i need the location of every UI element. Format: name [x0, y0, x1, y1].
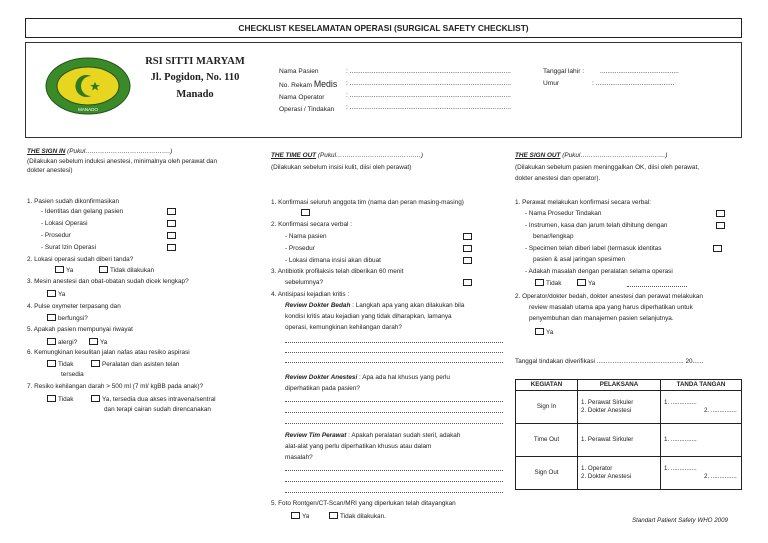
patient-field-labels: [279, 66, 337, 116]
sign-out-title: THE SIGN OUT: [515, 152, 561, 159]
sign-in-column: THE SIGN IN (Pukul………………………………….) (Dilakukan sebelum induksi anestesi, minimalnya oleh perawat dan dokter anestesi) 1. Pasien sudah dikonfirmasikan - Identitas dan gelang pasien - Lokasi Operasi - Prosedur - Surat Izin Operasi 2. Lokasi operasi sudah diberi tanda? Ya Tidak dilakukan 3. Mesin anestesi dan obat-obatan sudah dicek lengkap? Ya 4. Pulse oxymeter terpasang dan berfungsi? 5. Apakah pasien mempunyai riwayat alergi? Ya 6. Kemungkinan kesulitan jalan nafas atau resiko aspirasi Tidak Peralatan dan asisten telan tersedia 7. Resiko kehilangan darah > 500 ml (7 ml/ kgBB pada anak)? Tidak Ya, tersedia dua akses intravena/sentral dan terapi cairan sudah direncanakan: [27, 148, 218, 413]
checkbox-lokasi-insisi[interactable]: [463, 257, 474, 266]
checkbox-lokasi[interactable]: [167, 220, 178, 229]
seal-text: MANADO: [78, 107, 98, 112]
checkbox-mesin-ya[interactable]: Ya: [47, 290, 65, 299]
table-row: Sign In 1. Perawat Sirkuler 2. Dokter Anestesi 1. ............... 2. ...............: [516, 391, 742, 424]
time-out-title: THE TIME OUT: [271, 152, 317, 159]
checkbox-antibiotik[interactable]: [463, 279, 474, 288]
table-row: Time Out 1. Perawat Sirkuler 1. ...............: [516, 424, 742, 457]
checkbox-review-ya[interactable]: Ya: [535, 328, 553, 337]
sign-out-column: THE SIGN OUT (Pukul………………………………….) (Dilakukan sebelum pasien meninggalkan OK, diisi oleh perawat, dokter anestesi dan operator). 1. Perawat melakukan konfirmasi secara verbal: - Nama Prosedur Tindakan - Instrumen, kasa dan jarum telah dihitung dengan benar/lengkap - Specimen telah diberi label (termasuk identitas pasien & asal jaringan spesimen - Adakah masalah dengan peralatan selama operasi Tidak Ya 2. Operator/dokter bedah, dokter anestesi dan perawat melakukan review masalah utama apa yang harus diperhatikan untuk penyembuhan dan manajemen pasien selanjutnya. Ya Tanggal tindakan diverifikasi ................................................. 20......: [515, 148, 745, 528]
table-row: Sign Out 1. Operator 2. Dokter Anestesi 1. ............... 2. ...............: [516, 457, 742, 490]
operation-field: ........................................................................................: [349, 104, 511, 111]
operator-label: Nama Operator: [279, 94, 325, 101]
operator-field: ........................................................................................: [349, 92, 511, 99]
page-title: CHECKLIST KESELAMATAN OPERASI (SURGICAL SAFETY CHECKLIST): [25, 18, 742, 38]
checkbox-alergi-ya[interactable]: Ya: [89, 338, 107, 347]
patient-name-label: Nama Pasien: [279, 68, 319, 75]
checkbox-specimen[interactable]: [713, 245, 724, 254]
checkbox-pulse-ya[interactable]: berfungsi?: [47, 314, 88, 323]
checkbox-nama-prosedur[interactable]: [716, 210, 727, 219]
age-label: Umur: [543, 80, 560, 87]
verification-date: Tanggal tindakan diverifikasi ................................................. 20......: [515, 358, 704, 365]
hospital-city: Manado: [176, 88, 214, 100]
dob-age-labels: [543, 66, 584, 90]
checkbox-darah-ya[interactable]: Ya, tersedia dua akses intravena/sentral: [91, 395, 216, 404]
dob-field: ...........................................: [600, 68, 679, 75]
checkbox-instrumen[interactable]: [716, 222, 727, 231]
checkbox-masalah-ya[interactable]: Ya: [577, 279, 595, 288]
checkbox-prosedur-verbal[interactable]: [463, 245, 474, 254]
footer-note: Standart Patient Safety WHO 2009: [632, 517, 728, 524]
dob-age-values[interactable]: ........................................... : ...........................................: [592, 68, 679, 87]
hospital-seal-icon: [44, 56, 132, 116]
hospital-name: RSI SITTI MARYAM: [145, 56, 245, 67]
checkbox-masalah-tidak[interactable]: Tidak: [535, 279, 561, 288]
checkbox-surat-izin[interactable]: [167, 244, 178, 253]
signature-table: KEGIATAN PELAKSANA TANDA TANGAN Sign In 1. Perawat Sirkuler 2. Dokter Anestesi 1. ............... 2. ............... Time Out 1. Perawat Sirkuler 1. ............... Sign Out 1. Operator 2. Dokter Anestesi 1. ............... 2. ...............: [515, 379, 742, 490]
age-field: ...........................................: [595, 80, 675, 87]
time-out-column: THE TIME OUT (Pukul………………………………….) (Dilakukan sebelum insisi kulit, diisi oleh perawat) 1. Konfirmasi seluruh anggota tim (nama dan peran masing-masing) 2. Konfirmasi secara verbal : - Nama pasien - Prosedur - Lokasi dimana insisi akan dibuat 3. Antibiotik profilaksis telah diberikan 60 menit sebelumnya? 4. Antisipasi kejadian kritis : Review Dokter Bedah : Langkah apa yang akan dilakukan bila kondisi kritis atau kejadian yang tidak diharapkan, lamanya operasi, kemungkinan kehilangan darah? Review Dokter Anestesi : Apa ada hal khusus yang perlu diperhatikan pada pasien? Review Tim Perawat : Apakah peralatan sudah steril, adakah alat-alat yang perlu diperhatikan khusus atau dalam masalah? 5. Foto Rontgen/CT-Scan/MRI yang diperlukan telah ditayangkan Ya Tidak dilakukan.: [271, 148, 506, 528]
checkbox-foto-tidak[interactable]: Tidak dilakukan.: [329, 512, 386, 521]
checkbox-prosedur[interactable]: [167, 232, 178, 241]
sign-in-title: THE SIGN IN: [27, 148, 66, 155]
checkbox-foto-ya[interactable]: Ya: [291, 512, 309, 521]
hospital-address: Jl. Pogidon, No. 110: [150, 72, 240, 84]
dob-label: Tanggal lahir :: [543, 68, 585, 75]
checkbox-alergi[interactable]: alergi?: [47, 338, 77, 347]
operation-label: Operasi / Tindakan: [279, 106, 335, 113]
checkbox-tim-ya[interactable]: [301, 209, 312, 218]
checkbox-lokasi-tidak[interactable]: Tidak dilakukan: [99, 266, 154, 275]
patient-name-field: ........................................................................................: [349, 68, 511, 75]
checkbox-darah-tidak[interactable]: Tidak: [47, 395, 73, 404]
checkbox-peralatan-tersedia[interactable]: Peralatan dan asisten telan: [91, 360, 179, 369]
medical-record-label: No. Rekam Medis: [279, 79, 338, 89]
checkbox-lokasi-ya[interactable]: Ya: [55, 266, 73, 275]
checkbox-jalan-nafas-tidak[interactable]: Tidak: [47, 360, 73, 369]
checkbox-identitas[interactable]: [167, 208, 178, 217]
medical-record-field: ........................................................................................: [349, 80, 511, 87]
patient-field-values[interactable]: : ........................................................................................ : ........................................................................................ : ........................................................................................ : ........................................................................................: [346, 68, 511, 111]
hospital-name-block: [140, 54, 250, 103]
checkbox-nama-pasien[interactable]: [463, 233, 474, 242]
